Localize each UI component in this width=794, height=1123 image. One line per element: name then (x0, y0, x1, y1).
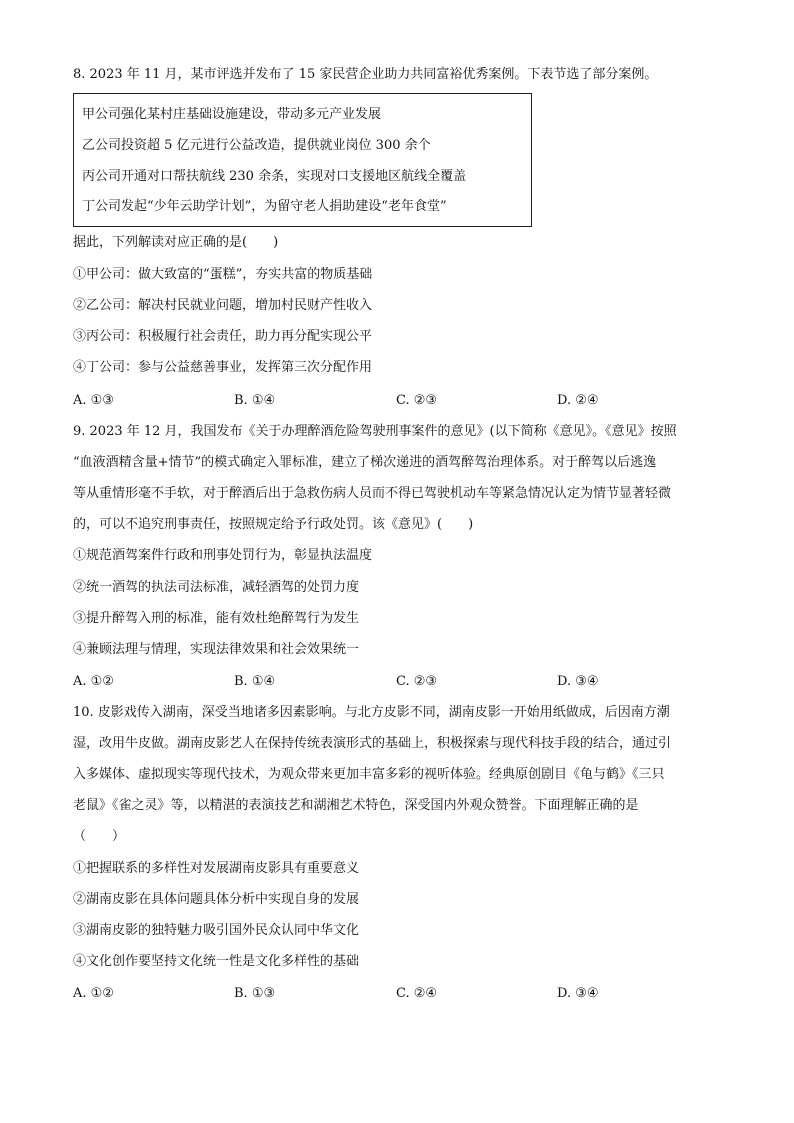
q10-statement: ③湖南皮影的独特魅力吸引国外民众认同中华文化 (73, 923, 360, 938)
q8-case-row: 甲公司强化某村庄基础设施建设，带动多元产业发展 (82, 107, 382, 122)
q10-statement: ①把握联系的多样性对发展湖南皮影具有重要意义 (73, 861, 360, 876)
q10-option-d[interactable]: D. ③④ (557, 986, 599, 1001)
q10-options (73, 985, 633, 1003)
q10-stem-line: 入多媒体、虚拟现实等现代技术，为观众带来更加丰富多彩的视听体验。经典原创剧目《龟与鹤》《三只 (73, 767, 665, 782)
q10-option-a[interactable]: A. ①② (73, 986, 114, 1001)
q9-statement: ④兼顾法理与情理，实现法律效果和社会效果统一 (73, 642, 360, 657)
q8-option-c[interactable]: C. ②③ (396, 393, 438, 408)
q9-option-a[interactable]: A. ①② (73, 674, 114, 689)
q8-statement: ②乙公司：解决村民就业问题，增加村民财产性收入 (73, 298, 373, 313)
q9-stem-line: “血液酒精含量+情节”的模式确定入罪标准，建立了梯次递进的酒驾醉驾治理体系。对于醉驾以后逃逸 (73, 455, 657, 470)
q8-option-d[interactable]: D. ②④ (557, 393, 599, 408)
q8-case-row: 丙公司开通对口帮扶航线 230 余条，实现对口支援地区航线全覆盖 (82, 169, 467, 184)
q8-case-row: 丁公司发起“少年云助学计划”，为留守老人捐助建设“老年食堂” (82, 199, 447, 214)
q8-case-row: 乙公司投资超 5 亿元进行公益改造，提供就业岗位 300 余个 (82, 138, 431, 153)
q8-case-table (73, 93, 532, 227)
q10-stem-line: 湿，改用牛皮做。湖南皮影艺人在保持传统表演形式的基础上，积极探索与现代科技手段的结合，通过引 (73, 736, 672, 751)
q8-statement: ③丙公司：积极履行社会责任，助力再分配实现公平 (73, 329, 373, 344)
q8-stem: 8. 2023 年 11 月，某市评选并发布了 15 家民营企业助力共同富裕优秀案例。下表节选了部分案例。 (73, 67, 658, 82)
q10-option-c[interactable]: C. ②④ (396, 986, 438, 1001)
q8-option-a[interactable]: A. ①③ (73, 393, 114, 408)
q9-options (73, 673, 633, 691)
q10-option-b[interactable]: B. ①③ (234, 986, 276, 1001)
q9-option-c[interactable]: C. ②③ (396, 674, 438, 689)
q8-option-b[interactable]: B. ①④ (234, 393, 276, 408)
q10-stem-line: 10. 皮影戏传入湖南，深受当地诸多因素影响。与北方皮影不同，湖南皮影一开始用纸做成，后因南方潮 (73, 705, 670, 720)
q10-statement: ②湖南皮影在具体问题具体分析中实现自身的发展 (73, 892, 360, 907)
q9-option-d[interactable]: D. ③④ (557, 674, 599, 689)
q10-stem-line: （ ） (73, 829, 126, 844)
q8-statement: ④丁公司：参与公益慈善事业，发挥第三次分配作用 (73, 360, 373, 375)
q10-statement: ④文化创作要坚持文化统一性是文化多样性的基础 (73, 954, 360, 969)
q8-statement: ①甲公司：做大致富的“蛋糕”，夯实共富的物质基础 (73, 267, 373, 282)
q9-statement: ③提升醉驾入刑的标准，能有效杜绝醉驾行为发生 (73, 611, 360, 626)
q10-stem-line: 老鼠》《雀之灵》等，以精湛的表演技艺和湖湘艺术特色，深受国内外观众赞誉。下面理解正确的是 (73, 798, 639, 813)
q9-stem-line: 等从重情形毫不手软，对于醉酒后出于急救伤病人员而不得已驾驶机动车等紧急情况认定为情节显著轻微 (73, 486, 672, 501)
q9-stem-line: 的，可以不追究刑事责任，按照规定给予行政处罚。该《意见》( ) (73, 517, 474, 532)
q9-option-b[interactable]: B. ①④ (234, 674, 276, 689)
q8-question: 据此，下列解读对应正确的是( ) (73, 235, 279, 250)
q9-statement: ①规范酒驾案件行政和刑事处罚行为，彰显执法温度 (73, 548, 373, 563)
q9-statement: ②统一酒驾的执法司法标准，减轻酒驾的处罚力度 (73, 580, 360, 595)
q9-stem-line: 9. 2023 年 12 月，我国发布《关于办理醉酒危险驾驶刑事案件的意见》(以下简称《意见》。《意见》按照 (73, 424, 677, 439)
q8-options (73, 392, 633, 410)
